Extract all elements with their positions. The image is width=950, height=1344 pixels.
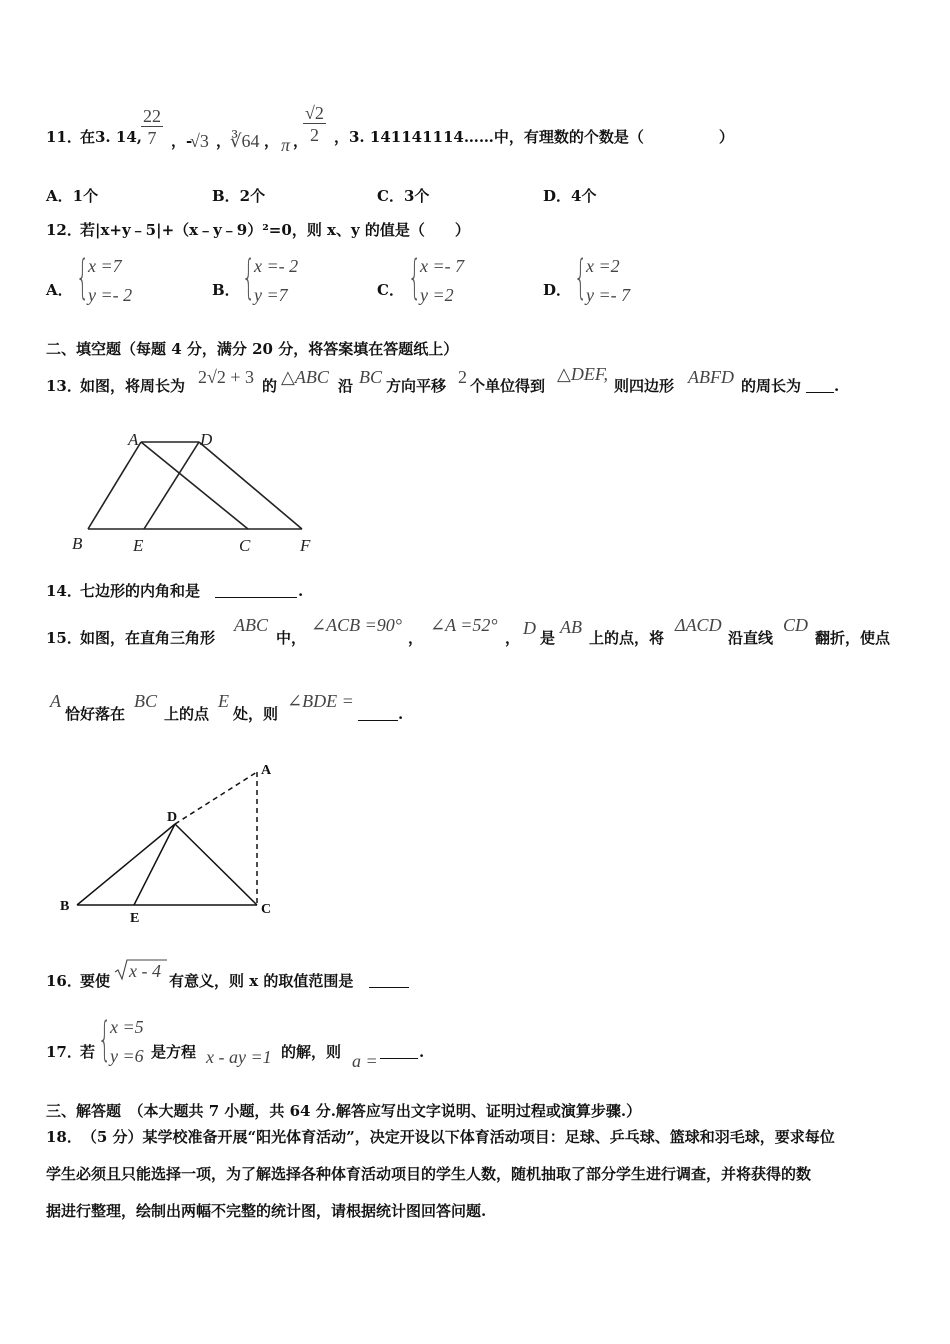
section-2-heading: 二、填空题（每题 4 分，满分 20 分，将答案填在答题纸上） (46, 340, 459, 358)
fig15-segment-de (134, 824, 175, 905)
q14-number: 14． (46, 582, 82, 600)
fig15-label-a: A (261, 763, 272, 778)
fig13-segment-df (199, 442, 302, 529)
q17-eq1: x =5 (110, 1017, 144, 1037)
q18-line-2: 学生必须且只能选择一项，为了解选择各种体育活动项目的学生人数，随机抽取了部分学生进行调查，并将获得的数 (46, 1165, 812, 1183)
q12-option-a-label: A． (46, 281, 73, 299)
q16-radicand: x - 4 (129, 961, 161, 981)
q12-option-c-label: C． (377, 281, 404, 299)
q12-option-c-eq2: y =2 (420, 285, 454, 305)
q17-equation: x - ay =1 (206, 1047, 272, 1067)
q12-option-b-label: B． (212, 281, 240, 299)
fig15-label-e: E (130, 911, 140, 926)
q13-triangle-def: △DEF, (557, 364, 609, 384)
q17-eq2: y =6 (110, 1046, 144, 1066)
fig13-segment-ab (88, 442, 141, 529)
q16-answer-blank (369, 973, 409, 988)
q14-text: 七边形的内角和是 (80, 582, 201, 600)
fig15-segment-dc (175, 824, 257, 905)
q11-option-d: D．4个 (543, 187, 597, 205)
fig13-label-d: D (200, 430, 213, 449)
q11-tail: ，3. 141141114……中，有理数的个数是（ ） (334, 128, 734, 146)
q17-number: 17． (46, 1043, 82, 1061)
fig13-label-a: A (128, 430, 139, 449)
q14-answer-blank (215, 583, 297, 598)
figure-15 (55, 755, 290, 930)
fraction-sqrt2-2: $\frac{√2}{2}$ (305, 103, 324, 145)
figure-13 (60, 425, 330, 560)
pi-symbol: π (281, 135, 291, 155)
q15-angle-acb: ∠ACB =90° (311, 615, 402, 635)
fig13-label-e: E (133, 536, 144, 555)
fig15-label-d: D (167, 810, 178, 825)
q12-option-c-eq1: x =- 7 (420, 256, 465, 276)
q12-option-d-eq2: y =- 7 (586, 285, 631, 305)
q15-number: 15． (46, 629, 82, 647)
q12-text: 若|x+y﹣5|+（x﹣y﹣9）²=0，则 x、y 的值是（ ） (80, 221, 470, 239)
q17-answer-blank (380, 1044, 418, 1059)
q18-line-1: 18． （5 分）某学校准备开展“阳光体育活动”，决定开设以下体育活动项目：足球、乒乓球、篮球和羽毛球，要求每位 (46, 1128, 835, 1146)
fig13-segment-de (144, 442, 199, 529)
fig15-label-c: C (261, 902, 272, 917)
q18-line-3: 据进行整理，绘制出两幅不完整的统计图，请根据统计图回答问题. (46, 1202, 487, 1220)
fig13-label-c: C (239, 536, 251, 555)
q13-number: 13． (46, 377, 82, 395)
q13-quad-abfd: ABFD (688, 367, 734, 387)
fig15-segment-bd (77, 824, 175, 905)
q12-option-b-eq1: x =- 2 (254, 256, 299, 276)
q15-triangle-acd: ΔACD (675, 615, 722, 635)
q16-number: 16． (46, 972, 82, 990)
q11-number: 11． (46, 128, 82, 146)
q12-option-a-eq1: x =7 (88, 256, 122, 276)
q17-a-equals: a = (352, 1051, 378, 1071)
fig13-segment-ac (141, 442, 248, 529)
q11-option-a: A．1个 (46, 187, 99, 205)
q11-option-c: C．3个 (377, 187, 430, 205)
q12-number: 12． (46, 221, 82, 239)
fig13-label-b: B (72, 534, 83, 553)
fig13-label-f: F (300, 536, 311, 555)
q15-angle-bde: ∠BDE = (287, 691, 354, 711)
q12-option-d-eq1: x =2 (586, 256, 620, 276)
q12-option-a-eq2: y =- 2 (88, 285, 133, 305)
cbrt-64: ∛64 (230, 131, 260, 151)
q11-lead: 在3. 14, (80, 128, 142, 146)
q13-perimeter: 2√2 + 3 (198, 367, 255, 387)
fig15-segment-da (175, 772, 257, 824)
fraction-22-7: $\frac{22}{7}$ (143, 106, 161, 148)
q13-triangle-abc: △ABC (281, 367, 329, 387)
fig15-label-b: B (60, 899, 70, 914)
q12-option-d-label: D． (543, 281, 572, 299)
q11-option-b: B．2个 (212, 187, 266, 205)
section-3-heading: 三、解答题 （本大题共 7 小题，共 64 分.解答应写出文字说明、证明过程或演算步骤.） (46, 1102, 642, 1120)
q13-answer-blank (806, 378, 834, 393)
q15-angle-a: ∠A =52° (430, 615, 498, 635)
q15-answer-blank (358, 706, 398, 721)
q12-option-b-eq2: y =7 (254, 285, 288, 305)
sqrt-3: √3 (190, 131, 209, 151)
